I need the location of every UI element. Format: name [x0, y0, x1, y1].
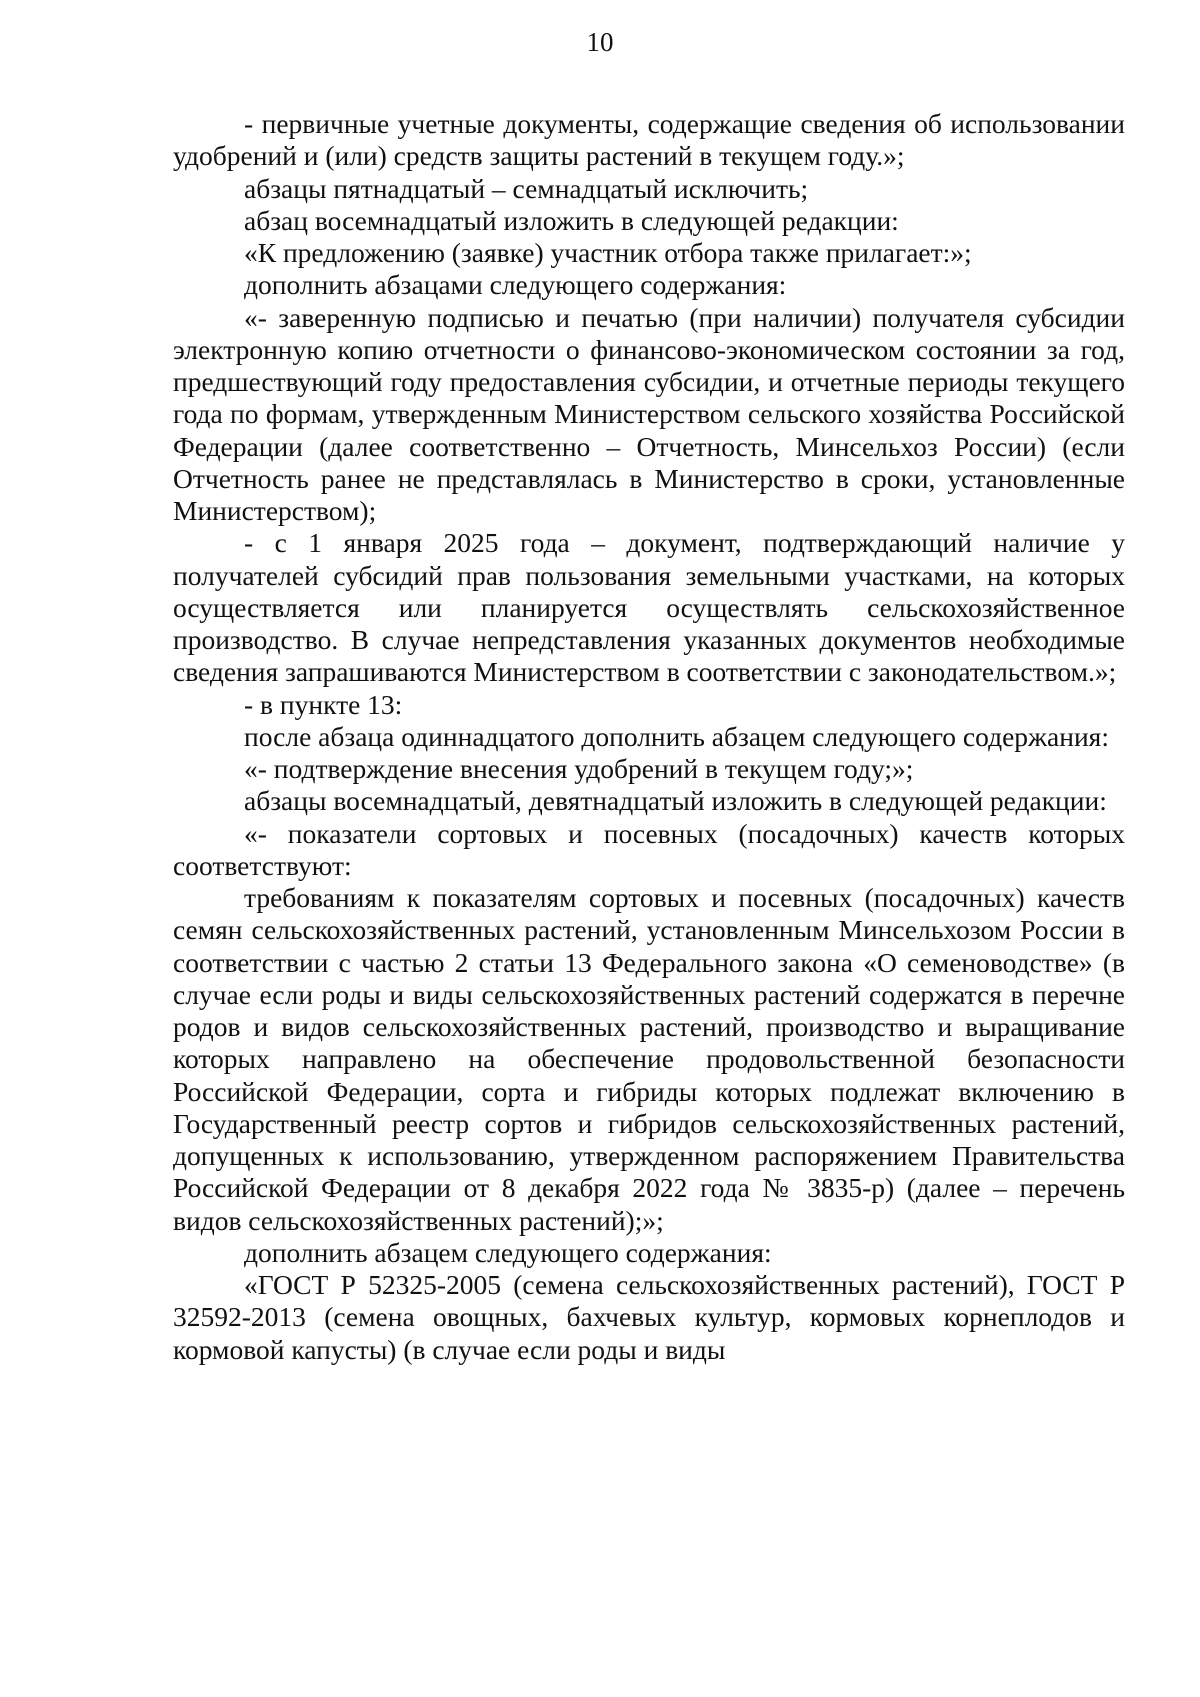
- page-number: 10: [586, 27, 614, 57]
- paragraph-clause-13: - в пункте 13:: [244, 688, 403, 720]
- paragraph-seed-quality: «- показатели сортовых и посевных (посадочных) качеств которых соответствуют:: [173, 817, 1125, 881]
- paragraph-add-paragraphs: дополнить абзацами следующего содержания:: [244, 269, 787, 301]
- paragraph-fertilizer-confirmation: «- подтверждение внесения удобрений в текущем году;»;: [244, 753, 914, 784]
- paragraph-primary-documents: - первичные учетные документы, содержащие сведения об использовании удобрений и (или) средств защиты растений в текущем году.»;: [173, 108, 1125, 172]
- paragraph-land-rights-2025: - с 1 января 2025 года – документ, подтверждающий наличие у получателей субсидий прав пользования земельными участками, на которых осуществляется или планируется осуществлять сельскохозяйственное производство. В случае непредставления указанных документов необходимые сведения запрашиваются Министерством в соответствии с законодательством.»;: [173, 527, 1125, 688]
- paragraph-add-one: дополнить абзацем следующего содержания:: [244, 1236, 772, 1268]
- paragraph-quote-application: «К предложению (заявке) участник отбора также прилагает:»;: [244, 237, 972, 268]
- paragraph-amend-18: абзац восемнадцатый изложить в следующей редакции:: [244, 204, 899, 236]
- document-body: [173, 108, 1125, 1366]
- paragraph-exclude-15-17: абзацы пятнадцатый – семнадцатый исключить;: [244, 172, 809, 204]
- paragraph-financial-reporting: «- заверенную подписью и печатью (при наличии) получателя субсидии электронную копию отчетности о финансово-экономическом состоянии за год, предшествующий году предоставления субсидии, и отчетные периоды текущего года по формам, утвержденным Министерством сельского хозяйства Российской Федерации (далее соответственно – Отчетность, Минсельхоз России) (если Отчетность ранее не представлялась в Министерство в сроки, установленные Министерством);: [173, 301, 1125, 526]
- paragraph-gost: «ГОСТ Р 52325-2005 (семена сельскохозяйственных растений), ГОСТ Р 32592-2013 (семена овощных, бахчевых культур, кормовых корнеплодов и кормовой капусты) (в случае если роды и виды: [173, 1269, 1125, 1365]
- paragraph-amend-18-19: абзацы восемнадцатый, девятнадцатый изложить в следующей редакции:: [244, 785, 1107, 817]
- paragraph-seed-requirements: требованиям к показателям сортовых и посевных (посадочных) качеств семян сельскохозяйственных растений, установленным Минсельхозом России в соответствии с частью 2 статьи 13 Федерального закона «О семеноводстве» (в случае если роды и виды сельскохозяйственных растений содержатся в перечне родов и видов сельскохозяйственных растений, производство и выращивание которых направлено на обеспечение продовольственной безопасности Российской Федерации, сорта и гибриды которых подлежат включению в Государственный реестр сортов и гибридов сельскохозяйственных растений, допущенных к использованию, утвержденном распоряжением Правительства Российской Федерации от 8 декабря 2022 года № 3835-р) (далее – перечень видов сельскохозяйственных растений);»;: [173, 882, 1125, 1236]
- paragraph-after-11: после абзаца одиннадцатого дополнить абзацем следующего содержания:: [244, 720, 1109, 752]
